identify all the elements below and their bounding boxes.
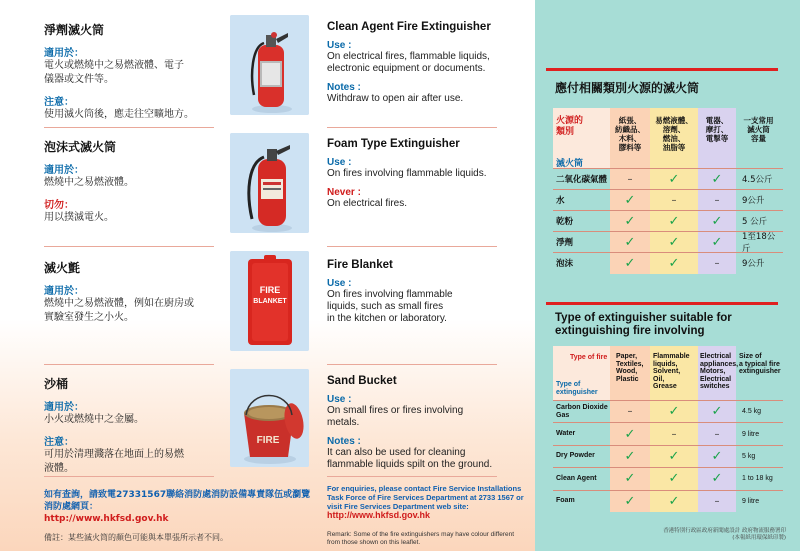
item-en-title: Clean Agent Fire Extinguisher: [327, 21, 491, 33]
row-label: Dry Powder: [556, 452, 595, 460]
item-en-text: On fires involving flammable liquids, such as small fires in the kitchen or laboratory.: [327, 289, 453, 324]
extinguisher-label: Type of extinguisher: [556, 381, 598, 396]
check-icon: ✓: [624, 255, 636, 271]
item-en-text: It can also be used for cleaning flammable liquids spilt on the ground.: [327, 447, 493, 470]
table-row: [553, 189, 783, 210]
item-en-label: Use :: [327, 157, 352, 168]
item-en-text: On fires involving flammable liquids.: [327, 168, 487, 179]
item-zh-title: 泡沫式滅火筒: [44, 140, 117, 154]
item-zh-title: 淨劑滅火筒: [44, 23, 105, 37]
table-row: [553, 445, 783, 467]
row-label: Carbon Dioxide Gas: [556, 403, 608, 419]
enquiry-en: For enquiries, please contact Fire Service Installations Task Force of Fire Services Department at 2733 1567 or visit Fire Services Department web site: http://www.hkfsd.gov.hk: [327, 484, 524, 520]
item-zh-block: [44, 259, 214, 325]
item-zh-label: 適用於：: [44, 402, 84, 413]
table-zh: [553, 108, 783, 274]
remark-zh: 備註：某些滅火筒的顏色可能與本單張所示者不同。: [44, 533, 228, 542]
table-en-title: Type of extinguisher suitable for extinguishing fire involving: [555, 312, 732, 337]
column-header: Paper, Textiles, Wood, Plastic: [616, 353, 644, 383]
column-header: 一支常用 滅火筒 容量: [743, 116, 774, 143]
item-zh-title: 滅火氈: [44, 261, 81, 275]
row-label: 泡沫: [556, 259, 574, 269]
item-zh-text: 使用滅火筒後，應走往空曠地方。: [44, 109, 194, 120]
item-zh-label: 適用於：: [44, 48, 84, 59]
not-suitable-mark: –: [671, 428, 677, 440]
check-icon: ✓: [711, 471, 723, 487]
item-zh-label: 適用於：: [44, 286, 84, 297]
column-header: 電器、 摩打、 電掣等: [705, 116, 729, 143]
fire-type-label: Type of fire: [570, 354, 608, 361]
fire-type-label: 火源的 類別: [556, 116, 584, 137]
not-suitable-mark: –: [627, 406, 633, 418]
remark-en: Remark: Some of the fire extinguishers may have colour different from those shown on this leaflet.: [327, 531, 515, 546]
item-en-text: On electrical fires, flammable liquids, electronic equipment or documents.: [327, 51, 490, 74]
item-zh-text: 電火或燃燒中之易燃液體、電子 儀器或文件等。: [44, 60, 184, 85]
blanket-label-line2: BLANKET: [253, 298, 287, 305]
divider: [327, 364, 497, 365]
item-en-title: Sand Bucket: [327, 375, 397, 387]
item-en-block: [327, 138, 527, 210]
website-link[interactable]: http://www.hkfsd.gov.hk: [44, 514, 169, 524]
check-icon: ✓: [624, 493, 636, 509]
website-link[interactable]: http://www.hkfsd.gov.hk: [327, 510, 430, 520]
table-row: [553, 490, 783, 512]
item-en-block: [327, 21, 527, 105]
check-icon: ✓: [668, 404, 680, 420]
item-en-title: Fire Blanket: [327, 259, 393, 271]
divider: [44, 127, 214, 128]
check-icon: ✓: [668, 234, 680, 250]
item-zh-block: [44, 138, 214, 225]
item-zh-label: 注意：: [44, 437, 74, 448]
check-icon: ✓: [668, 255, 680, 271]
divider: [327, 127, 497, 128]
not-suitable-mark: –: [714, 257, 720, 269]
item-zh-text: 燃燒中之易燃液體。: [44, 177, 134, 188]
row-label: Foam: [556, 497, 575, 505]
check-icon: ✓: [668, 493, 680, 509]
item-zh-text: 燃燒中之易燃液體，例如在廚房或 實驗室發生之小火。: [44, 298, 194, 323]
check-icon: ✓: [624, 213, 636, 229]
check-icon: ✓: [668, 471, 680, 487]
capacity-cell: 4.5公斤: [742, 175, 773, 185]
divider: [44, 364, 214, 365]
row-label: 乾粉: [556, 217, 574, 227]
item-zh-label: 適用於：: [44, 165, 84, 176]
item-en-label: Notes :: [327, 436, 361, 447]
column-header: 易燃液體、 溶劑、 燃油、 油脂等: [655, 116, 693, 152]
item-zh-text: 小火或燃燒中之金屬。: [44, 414, 144, 425]
column-header: 紙張、 紡織品、 木料、 膠料等: [615, 116, 645, 152]
item-en-label: Use :: [327, 394, 352, 405]
check-icon: ✓: [711, 234, 723, 250]
capacity-cell: 5 公斤: [742, 217, 768, 227]
not-suitable-mark: –: [714, 194, 720, 206]
table-en: [553, 346, 783, 512]
capacity-cell: 9 litre: [742, 497, 760, 505]
row-label: Water: [556, 430, 576, 438]
row-label: Clean Agent: [556, 474, 597, 482]
capacity-cell: 5 kg: [742, 452, 756, 460]
blanket-label-line1: FIRE: [259, 285, 281, 295]
divider: [327, 246, 497, 247]
table-row: [553, 400, 783, 422]
item-zh-label: 注意：: [44, 97, 74, 108]
item-en-block: [327, 375, 527, 471]
row-label: 二氧化碳氣體: [556, 175, 608, 185]
item-zh-text: 用以撲滅電火。: [44, 212, 114, 223]
check-icon: ✓: [711, 448, 723, 464]
extinguisher-label: 滅火筒: [556, 159, 584, 169]
item-zh-block: [44, 375, 214, 476]
table-row: [553, 210, 783, 231]
table-zh-title: 應付相關類別火源的滅火筒: [555, 81, 700, 95]
item-en-block: [327, 259, 527, 325]
row-label: 淨劑: [556, 238, 574, 248]
item-en-label: Never :: [327, 187, 361, 198]
item-zh-block: [44, 21, 214, 122]
check-icon: ✓: [668, 171, 680, 187]
row-label: 水: [556, 196, 565, 206]
item-en-label: Notes :: [327, 82, 361, 93]
sand-bucket-image: [230, 369, 309, 467]
check-icon: ✓: [624, 192, 636, 208]
red-rule: [546, 302, 778, 305]
not-suitable-mark: –: [671, 194, 677, 206]
check-icon: ✓: [624, 234, 636, 250]
check-icon: ✓: [711, 404, 723, 420]
check-icon: ✓: [624, 471, 636, 487]
table-row: [553, 252, 783, 273]
check-icon: ✓: [668, 213, 680, 229]
check-icon: ✓: [624, 448, 636, 464]
not-suitable-mark: –: [627, 173, 633, 185]
item-en-text: On small fires or fires involving metals.: [327, 405, 464, 428]
column-header: Electrical appliances, Motors, Electrical switches: [700, 353, 739, 390]
check-icon: ✓: [711, 213, 723, 229]
capacity-cell: 9公升: [742, 259, 765, 269]
column-header: Flammable liquids, Solvent, Oil, Grease: [653, 353, 690, 390]
red-rule: [546, 68, 778, 71]
capacity-cell: 4.5 kg: [742, 408, 762, 416]
divider: [327, 476, 497, 477]
enquiry-zh: 如有查詢，請致電27331567聯絡消防處消防設備專責隊伍或瀏覽消防處網頁： http://www.hkfsd.gov.hk: [44, 490, 311, 524]
table-row: [553, 467, 783, 489]
check-icon: ✓: [668, 448, 680, 464]
table-row: [553, 231, 783, 252]
fire-blanket-image: [230, 251, 309, 351]
capacity-cell: 9 litre: [742, 430, 760, 438]
item-en-text: On electrical fires.: [327, 198, 408, 209]
divider: [44, 246, 214, 247]
capacity-cell: 1至18公斤: [742, 232, 776, 254]
item-zh-title: 沙桶: [44, 377, 69, 391]
item-en-title: Foam Type Extinguisher: [327, 138, 460, 150]
check-icon: ✓: [624, 426, 636, 442]
not-suitable-mark: –: [714, 495, 720, 507]
capacity-cell: 1 to 18 kg: [742, 475, 773, 483]
divider: [44, 476, 214, 477]
item-zh-text: 可用於清理濺落在地面上的易燃 液體。: [44, 449, 184, 474]
item-en-text: Withdraw to open air after use.: [327, 93, 464, 104]
foam-extinguisher-image: [230, 133, 309, 233]
item-zh-label: 切勿：: [44, 200, 74, 211]
capacity-cell: 9公升: [742, 196, 765, 206]
item-en-label: Use :: [327, 278, 352, 289]
not-suitable-mark: –: [714, 428, 720, 440]
column-header: Size of a typical fire extinguisher: [739, 353, 781, 375]
bucket-label: FIRE: [256, 435, 280, 446]
table-row: [553, 168, 783, 189]
check-icon: ✓: [711, 171, 723, 187]
print-footnote: 香港特別行政區政府新聞處設計 政府物流服務署印 (本報紙用環保紙印製): [663, 528, 786, 541]
item-en-label: Use :: [327, 40, 352, 51]
table-row: [553, 422, 783, 444]
clean-agent-extinguisher-image: [230, 15, 309, 115]
